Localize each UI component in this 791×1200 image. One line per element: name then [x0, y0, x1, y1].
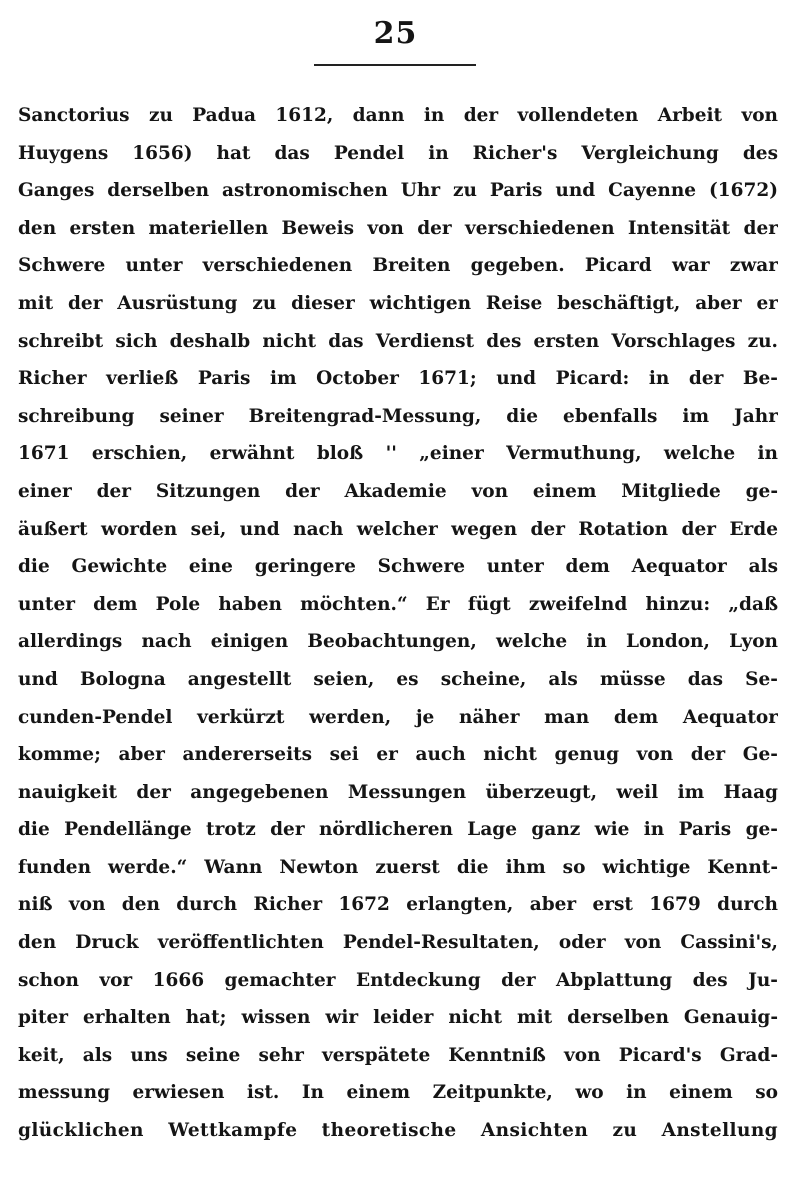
text-line: die Gewichte eine geringere Schwere unter dem Aequator als	[18, 556, 778, 578]
text-line: messung erwiesen ist. In einem Zeitpunkte, wo in einem so	[18, 1082, 778, 1104]
text-line: funden werde.“ Wann Newton zuerst die ihm so wichtige Kennt-	[18, 856, 778, 878]
text-line: schreibung seiner Breitengrad-Messung, die ebenfalls im Jahr	[18, 405, 778, 427]
page-number: 25	[373, 16, 418, 51]
text-line: glücklichen Wettkampfe theoretische Ansichten zu Anstellung	[18, 1120, 778, 1142]
text-line: den ersten materiellen Beweis von der verschiedenen Intensität der	[18, 217, 778, 239]
text-line: Sanctorius zu Padua 1612, dann in der vollendeten Arbeit von	[18, 105, 778, 126]
text-line: allerdings nach einigen Beobachtungen, welche in London, Lyon	[18, 631, 778, 653]
text-line: Ganges derselben astronomischen Uhr zu Paris und Cayenne (1672)	[18, 180, 778, 202]
text-line: einer der Sitzungen der Akademie von einem Mitgliede ge-	[18, 480, 778, 502]
text-line: schreibt sich deshalb nicht das Verdienst des ersten Vorschlages zu.	[18, 330, 778, 352]
text-line: äußert worden sei, und nach welcher wegen der Rotation der Erde	[18, 518, 778, 540]
text-line: und Bologna angestellt seien, es scheine, als müsse das Se-	[18, 668, 778, 690]
text-line: nauigkeit der angegebenen Messungen überzeugt, weil im Haag	[18, 781, 778, 803]
text-line: Schwere unter verschiedenen Breiten gegeben. Picard war zwar	[18, 255, 778, 277]
text-line: schon vor 1666 gemachter Entdeckung der Abplattung des Ju-	[18, 969, 778, 991]
text-line: piter erhalten hat; wissen wir leider nicht mit derselben Genauig-	[18, 1007, 778, 1029]
text-line: keit, als uns seine sehr verspätete Kenntniß von Picard's Grad-	[18, 1044, 778, 1066]
text-line: 1671 erschien, erwähnt bloß '' „einer Vermuthung, welche in	[18, 443, 778, 465]
text-line: die Pendellänge trotz der nördlicheren Lage ganz wie in Paris ge-	[18, 819, 778, 841]
text-line: Huygens 1656) hat das Pendel in Richer's Vergleichung des	[18, 142, 778, 164]
body-text	[18, 97, 778, 1150]
text-line: unter dem Pole haben möchten.“ Er fügt zweifelnd hinzu: „daß	[18, 593, 778, 615]
text-line: komme; aber andererseits sei er auch nicht genug von der Ge-	[18, 744, 778, 766]
text-line: cunden-Pendel verkürzt werden, je näher man dem Aequator	[18, 706, 778, 728]
header-rule	[314, 64, 476, 66]
text-line: Richer verließ Paris im October 1671; und Picard: in der Be-	[18, 368, 778, 390]
text-line: mit der Ausrüstung zu dieser wichtigen Reise beschäftigt, aber er	[18, 292, 778, 314]
text-line: niß von den durch Richer 1672 erlangten, aber erst 1679 durch	[18, 894, 778, 916]
text-line: den Druck veröffentlichten Pendel-Resultaten, oder von Cassini's,	[18, 932, 778, 954]
